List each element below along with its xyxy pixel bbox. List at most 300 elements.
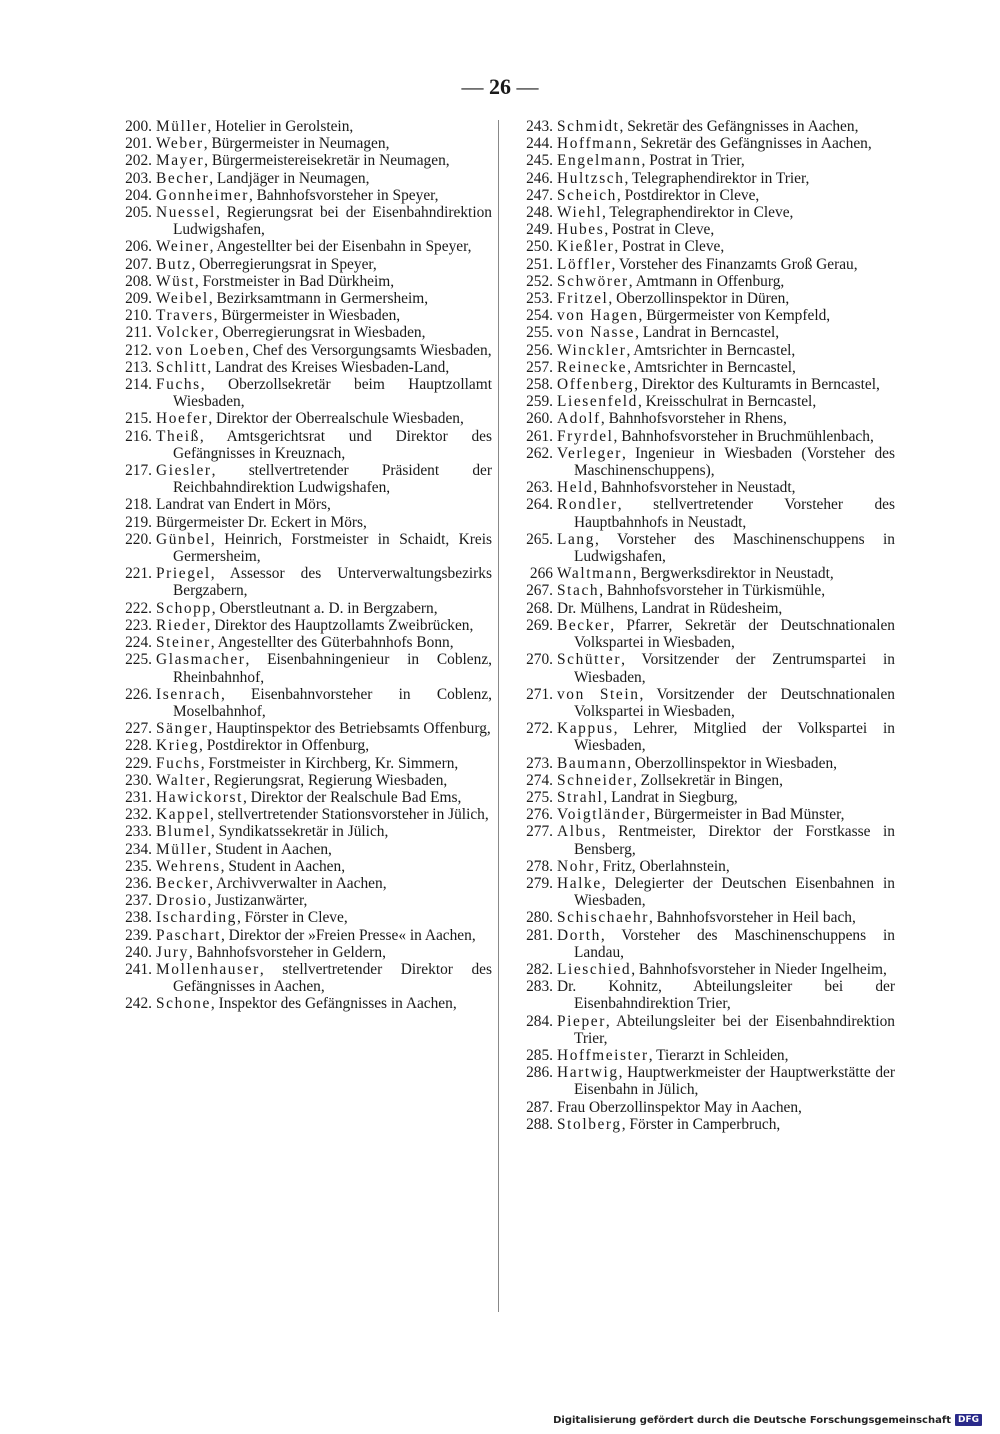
entry-description: , Bahnhofsvorsteher in Türkismühle,	[599, 582, 826, 600]
list-item	[110, 307, 492, 324]
entry-name: Hoffmann	[557, 135, 633, 153]
entry-text	[557, 307, 895, 324]
entry-description: , Postdirektor in Cleve,	[616, 186, 760, 204]
list-item	[511, 1064, 895, 1098]
entry-number: 242.	[125, 995, 152, 1013]
entry-description: , Postrat in Cleve,	[614, 238, 725, 256]
entry-text	[557, 617, 895, 651]
entry-description: , Forstmeister in Bad Dürkheim,	[194, 272, 395, 290]
entry-name: Schütter	[557, 651, 622, 669]
entry-text	[156, 273, 492, 290]
entry-text	[156, 496, 492, 513]
list-item	[511, 1116, 895, 1133]
entry-number: 203.	[125, 169, 152, 187]
list-item	[511, 307, 895, 324]
entry-number: 210.	[125, 307, 152, 325]
entry-text	[156, 187, 492, 204]
entry-text	[156, 892, 492, 909]
entry-text	[557, 376, 895, 393]
entry-description: , Landjäger in Neumagen,	[209, 169, 370, 187]
entry-name: von Loeben	[156, 341, 246, 359]
entry-description: , Landrat in Siegburg,	[603, 788, 738, 806]
entry-description: , Amtsrichter in Berncastel,	[626, 341, 796, 359]
entry-number: 272.	[526, 720, 553, 738]
entry-description: , Zollsekretär in Bingen,	[632, 771, 783, 789]
list-item	[110, 273, 492, 290]
entry-description: , Landrat des Kreises Wiesbaden-Land,	[207, 358, 450, 376]
list-item	[511, 858, 895, 875]
list-item	[511, 565, 895, 582]
entry-name: Mollenhauser	[156, 960, 260, 978]
entry-number: 214.	[125, 376, 152, 394]
entry-description: , stellvertretender Stationsvorsteher in Jülich,	[210, 806, 489, 824]
list-item	[511, 772, 895, 789]
list-item	[511, 617, 895, 651]
entry-number: 227.	[125, 720, 152, 738]
dfg-logo: DFG	[955, 1414, 982, 1426]
entry-number: 255.	[526, 324, 553, 342]
entry-name: Kießler	[557, 238, 615, 256]
entry-name: Sänger	[156, 720, 209, 738]
entry-text	[156, 342, 492, 359]
entry-description: , Tierarzt in Schleiden,	[648, 1046, 789, 1064]
entry-name: Fuchs	[156, 754, 201, 772]
list-item	[511, 582, 895, 599]
entry-number: 274.	[526, 771, 553, 789]
entry-number: 279.	[526, 874, 553, 892]
list-item	[110, 995, 492, 1012]
entry-description: , Bürgermeister in Bad Münster,	[646, 806, 845, 824]
entry-text	[156, 204, 492, 238]
entry-number: 237.	[125, 892, 152, 910]
list-item	[110, 806, 492, 823]
entry-number: 259.	[526, 393, 553, 411]
entry-text	[156, 290, 492, 307]
entry-text	[557, 359, 895, 376]
list-item	[511, 118, 895, 135]
entry-description: , Angestellter bei der Eisenbahn in Speyer,	[209, 238, 472, 256]
entry-number: 232.	[125, 806, 152, 824]
entry-number: 202.	[125, 152, 152, 170]
column-divider	[498, 120, 499, 1312]
entry-number: 286.	[526, 1064, 553, 1082]
entry-description: , Hauptwerkmeister der Hauptwerkstätte der Eisenbahn in Jülich,	[574, 1064, 895, 1099]
entry-text	[557, 410, 895, 427]
entry-number: 205.	[125, 204, 152, 222]
entry-text	[156, 152, 492, 169]
entry-description: , Bahnhofsvorsteher in Heil bach,	[648, 909, 856, 927]
list-item	[110, 342, 492, 359]
entry-name: Held	[557, 479, 594, 497]
list-item	[110, 204, 492, 238]
entry-text	[156, 755, 492, 772]
entry-text	[156, 961, 492, 995]
entry-text	[557, 720, 895, 754]
list-item	[110, 841, 492, 858]
entry-description: , Eisenbahningenieur in Coblenz, Rheinbahnhof,	[173, 651, 492, 686]
entry-number: 215.	[125, 410, 152, 428]
entry-text	[156, 995, 492, 1012]
entry-name: Liesenfeld	[557, 393, 638, 411]
list-item	[511, 686, 895, 720]
entry-text	[557, 256, 895, 273]
entry-number: 239.	[125, 926, 152, 944]
entry-name: Nuessel	[156, 204, 216, 222]
list-item	[511, 170, 895, 187]
entry-description: , Bahnhofsvorsteher in Bruchmühlenbach,	[613, 427, 874, 445]
entry-description: , Bahnhofsvorsteher in Geldern,	[188, 943, 386, 961]
entry-name: Engelmann	[557, 152, 642, 170]
entry-description: , Landrat in Berncastel,	[635, 324, 780, 342]
entry-number: 285.	[526, 1046, 553, 1064]
entry-name: Hartwig	[557, 1064, 619, 1082]
entry-text	[156, 238, 492, 255]
entry-text	[557, 600, 895, 617]
entry-text	[557, 858, 895, 875]
entry-number: 234.	[125, 840, 152, 858]
entry-name: von Nasse	[557, 324, 636, 342]
entry-text	[557, 909, 895, 926]
entry-name: Becher	[156, 169, 210, 187]
list-item	[511, 342, 895, 359]
entry-text	[557, 531, 895, 565]
list-item	[511, 875, 895, 909]
footer	[553, 1414, 982, 1426]
entry-name: Stolberg	[557, 1115, 622, 1133]
page-number-dash-right: —	[516, 74, 539, 99]
entry-text	[156, 256, 492, 273]
entry-name: Volcker	[156, 324, 215, 342]
list-item	[511, 909, 895, 926]
entry-name: Halke	[557, 874, 602, 892]
entry-text	[557, 789, 895, 806]
list-item	[110, 755, 492, 772]
entry-number: 250.	[526, 238, 553, 256]
list-item	[511, 961, 895, 978]
entry-text	[156, 823, 492, 840]
entry-text	[156, 686, 492, 720]
entry-description: , Vorsteher des Maschinenschuppens in Ludwigshafen,	[574, 530, 895, 566]
entry-text	[156, 841, 492, 858]
entry-number: 235.	[125, 857, 152, 875]
entry-name: Hoffmeister	[557, 1046, 649, 1064]
entry-number: 249.	[526, 221, 553, 239]
list-item	[110, 927, 492, 944]
entry-number: 273.	[526, 754, 553, 772]
entry-number: 284.	[526, 1012, 553, 1030]
entry-description: , Amtmann in Offenburg,	[628, 272, 785, 290]
entry-text	[557, 445, 895, 479]
list-item	[110, 256, 492, 273]
entry-description: , Regierungsrat, Regierung Wiesbaden,	[206, 771, 448, 789]
entry-name: Priegel	[156, 565, 211, 583]
entry-text	[156, 720, 492, 737]
list-item	[110, 376, 492, 410]
list-item	[110, 772, 492, 789]
page-number-value: 26	[489, 74, 511, 99]
list-item	[110, 238, 492, 255]
entry-text	[557, 1047, 895, 1064]
list-item	[110, 118, 492, 135]
list-item	[511, 445, 895, 479]
list-item	[110, 290, 492, 307]
entry-text	[156, 909, 492, 926]
list-item	[511, 978, 895, 1012]
entry-description: , Oberzollsekretär beim Hauptzollamt Wiesbaden,	[173, 376, 492, 411]
entry-number: 233.	[125, 823, 152, 841]
entry-description: , Oberzollinspektor in Düren,	[608, 290, 790, 308]
entry-text	[156, 772, 492, 789]
left-column	[110, 118, 492, 1013]
entry-text	[156, 927, 492, 944]
entry-text	[156, 651, 492, 685]
entry-description: , Postdirektor in Offenburg,	[199, 737, 370, 755]
entry-name: Weibel	[156, 290, 209, 308]
entry-number: 228.	[125, 737, 152, 755]
list-item	[110, 944, 492, 961]
entry-name: Schwörer	[557, 272, 629, 290]
entry-description: , Bahnhofsvorsteher in Neustadt,	[593, 479, 796, 497]
list-item	[511, 290, 895, 307]
entry-text	[557, 204, 895, 221]
entry-description: , Telegraphendirektor in Trier,	[624, 169, 810, 187]
entry-number: 206.	[125, 238, 152, 256]
entry-name: Becker	[156, 874, 210, 892]
list-item	[110, 686, 492, 720]
entry-name: Weber	[156, 135, 204, 153]
entry-description: , Bezirksamtmann in Germersheim,	[208, 290, 429, 308]
list-item	[511, 221, 895, 238]
entry-name: Paschart	[156, 926, 221, 944]
entry-text	[557, 187, 895, 204]
entry-description: , Assessor des Unterverwaltungsbezirks Bergzabern,	[173, 565, 492, 600]
entry-number: 200.	[125, 118, 152, 135]
entry-text	[557, 324, 895, 341]
entry-name: Baumann	[557, 754, 628, 772]
entry-name: Schmidt	[557, 118, 620, 135]
entry-name: Müller	[156, 118, 208, 135]
list-item	[511, 1013, 895, 1047]
list-item	[511, 789, 895, 806]
entry-description: , Postrat in Cleve,	[604, 221, 715, 239]
entry-name: Schneider	[557, 771, 633, 789]
entry-number: 264.	[526, 496, 553, 514]
list-item	[110, 514, 492, 531]
entry-text	[557, 927, 895, 961]
entry-description: , Archivverwalter in Aachen,	[209, 874, 387, 892]
entry-description: , Heinrich, Forstmeister in Schaidt, Kreis Germersheim,	[173, 530, 492, 566]
entry-number: 256.	[526, 341, 553, 359]
entry-description: , Vorsitzender der Zentrumspartei in Wiesbaden,	[574, 651, 895, 686]
entry-name: Wiehl	[557, 204, 602, 222]
entry-name: Schlitt	[156, 358, 208, 376]
list-item	[511, 324, 895, 341]
entry-number: 207.	[125, 255, 152, 273]
entry-description: , Telegraphendirektor in Cleve,	[602, 204, 794, 222]
entry-description: Bürgermeister Dr. Eckert in Mörs,	[156, 513, 367, 531]
entry-number: 230.	[125, 771, 152, 789]
entry-number: 251.	[526, 255, 553, 273]
entry-text	[557, 978, 895, 1012]
list-item	[511, 720, 895, 754]
entry-description: , Oberregierungsrat in Wiesbaden,	[214, 324, 426, 342]
list-item	[110, 634, 492, 651]
entry-text	[156, 858, 492, 875]
entry-description: , Hotelier in Gerolstein,	[207, 118, 354, 135]
entry-name: Pieper	[557, 1012, 606, 1030]
list-item	[511, 1047, 895, 1064]
entry-number: 275.	[526, 788, 553, 806]
entry-text	[557, 342, 895, 359]
entry-description: , Abteilungsleiter bei der Eisenbahndirektion Trier,	[574, 1012, 895, 1047]
entry-text	[557, 135, 895, 152]
entry-name: Offenberg	[557, 376, 635, 394]
entry-name: von Hagen	[557, 307, 639, 325]
entry-name: Fritzel	[557, 290, 609, 308]
entry-text	[156, 307, 492, 324]
entry-description: , Oberregierungsrat in Speyer,	[191, 255, 377, 273]
entry-name: Albus	[557, 823, 602, 841]
entry-number: 240.	[125, 943, 152, 961]
entry-description: Dr. Kohnitz, Abteilungsleiter bei der Eisenbahndirektion Trier,	[557, 978, 895, 1013]
entry-description: , Rentmeister, Direktor der Forstkasse in Bensberg,	[574, 823, 895, 858]
entry-description: , Student in Aachen,	[220, 857, 346, 875]
list-item	[511, 256, 895, 273]
entry-description: , Direktor des Kulturamts in Berncastel,	[634, 376, 880, 394]
entry-name: Butz	[156, 255, 192, 273]
list-item	[511, 479, 895, 496]
entry-text	[156, 634, 492, 651]
entry-text	[156, 118, 492, 135]
entry-text	[557, 290, 895, 307]
entry-number: 204.	[125, 186, 152, 204]
entry-text	[156, 565, 492, 599]
footer-text: Digitalisierung gefördert durch die Deutsche Forschungsgemeinschaft	[553, 1414, 951, 1426]
entry-text	[156, 600, 492, 617]
entry-text	[156, 428, 492, 462]
entry-name: Becker	[557, 616, 611, 634]
entry-text	[156, 514, 492, 531]
entry-number: 218.	[125, 496, 152, 514]
entry-name: Reinecke	[557, 358, 628, 376]
entry-description: , Justizanwärter,	[207, 892, 308, 910]
entry-number: 238.	[125, 909, 152, 927]
entry-text	[557, 582, 895, 599]
list-item	[110, 961, 492, 995]
entry-description: , Förster in Camperbruch,	[621, 1115, 781, 1133]
entry-name: Giesler	[156, 462, 212, 480]
entry-description: , Oberzollinspektor in Wiesbaden,	[627, 754, 837, 772]
list-item	[511, 496, 895, 530]
list-item	[110, 324, 492, 341]
entry-description: Dr. Mülhens, Landrat in Rüdesheim,	[557, 599, 783, 617]
entry-name: Winckler	[557, 341, 627, 359]
entry-text	[557, 823, 895, 857]
entry-description: , Amtsrichter in Berncastel,	[627, 358, 796, 376]
entry-name: Weiner	[156, 238, 210, 256]
list-item	[511, 927, 895, 961]
list-item	[511, 531, 895, 565]
entry-number: 243.	[526, 118, 553, 135]
entry-number: 236.	[125, 874, 152, 892]
entry-description: , Postrat in Trier,	[641, 152, 745, 170]
entry-name: Dorth	[557, 926, 601, 944]
entry-description: , Bürgermeistereisekretär in Neumagen,	[204, 152, 450, 170]
entry-name: Krieg	[156, 737, 200, 755]
entry-number: 226.	[125, 685, 152, 703]
entry-description: , Kreisschulrat in Berncastel,	[637, 393, 817, 411]
list-item	[511, 823, 895, 857]
entry-number: 247.	[526, 186, 553, 204]
list-item	[511, 238, 895, 255]
entry-text	[156, 324, 492, 341]
entry-text	[557, 1116, 895, 1133]
entry-name: Scheich	[557, 186, 617, 204]
entry-name: Drosio	[156, 892, 208, 910]
entry-number: 244.	[526, 135, 553, 153]
entry-description: , Bürgermeister in Neumagen,	[203, 135, 390, 153]
entry-number: 208.	[125, 272, 152, 290]
entry-number: 254.	[526, 307, 553, 325]
entry-text	[557, 152, 895, 169]
entry-text	[557, 806, 895, 823]
entry-description: , Direktor der Oberrealschule Wiesbaden,	[208, 410, 464, 428]
list-item	[110, 152, 492, 169]
list-item	[511, 806, 895, 823]
entry-name: Voigtländer	[557, 806, 647, 824]
entry-number: 258.	[526, 376, 553, 394]
entry-number: 262.	[526, 444, 553, 462]
entry-name: Stach	[557, 582, 600, 600]
entry-text	[156, 875, 492, 892]
entry-text	[557, 651, 895, 685]
entry-text	[156, 359, 492, 376]
entry-number: 277.	[526, 823, 553, 841]
list-item	[511, 273, 895, 290]
entry-description: , Inspektor des Gefängnisses in Aachen,	[210, 995, 457, 1013]
entry-text	[156, 410, 492, 427]
entry-number: 263.	[526, 479, 553, 497]
list-item	[110, 359, 492, 376]
entry-description: , Hauptinspektor des Betriebsamts Offenburg,	[208, 720, 491, 738]
entry-description: , Sekretär des Gefängnisses in Aachen,	[632, 135, 872, 153]
list-item	[511, 359, 895, 376]
entry-number: 220.	[125, 530, 152, 548]
entry-text	[557, 772, 895, 789]
entry-text	[557, 755, 895, 772]
entry-name: Blumel	[156, 823, 211, 841]
entry-number: 201.	[125, 135, 152, 153]
entry-number: 288.	[526, 1115, 553, 1133]
entry-text	[557, 496, 895, 530]
list-item	[110, 737, 492, 754]
entry-number: 219.	[125, 513, 152, 531]
entry-name: Hubes	[557, 221, 605, 239]
entry-number: 245.	[526, 152, 553, 170]
entry-text	[156, 617, 492, 634]
entry-number: 265.	[526, 530, 553, 548]
entry-name: Lang	[557, 530, 596, 548]
entry-name: Rondler	[557, 496, 618, 514]
entry-number: 216.	[125, 427, 152, 445]
list-item	[110, 187, 492, 204]
list-item	[511, 187, 895, 204]
entry-description: , Direktor des Hauptzollamts Zweibrücken,	[206, 616, 474, 634]
entry-name: Ischarding	[156, 909, 237, 927]
entry-description: , Lehrer, Mitglied der Volkspartei in Wiesbaden,	[574, 720, 895, 755]
entry-number: 269.	[526, 616, 553, 634]
entry-number: 248.	[526, 204, 553, 222]
